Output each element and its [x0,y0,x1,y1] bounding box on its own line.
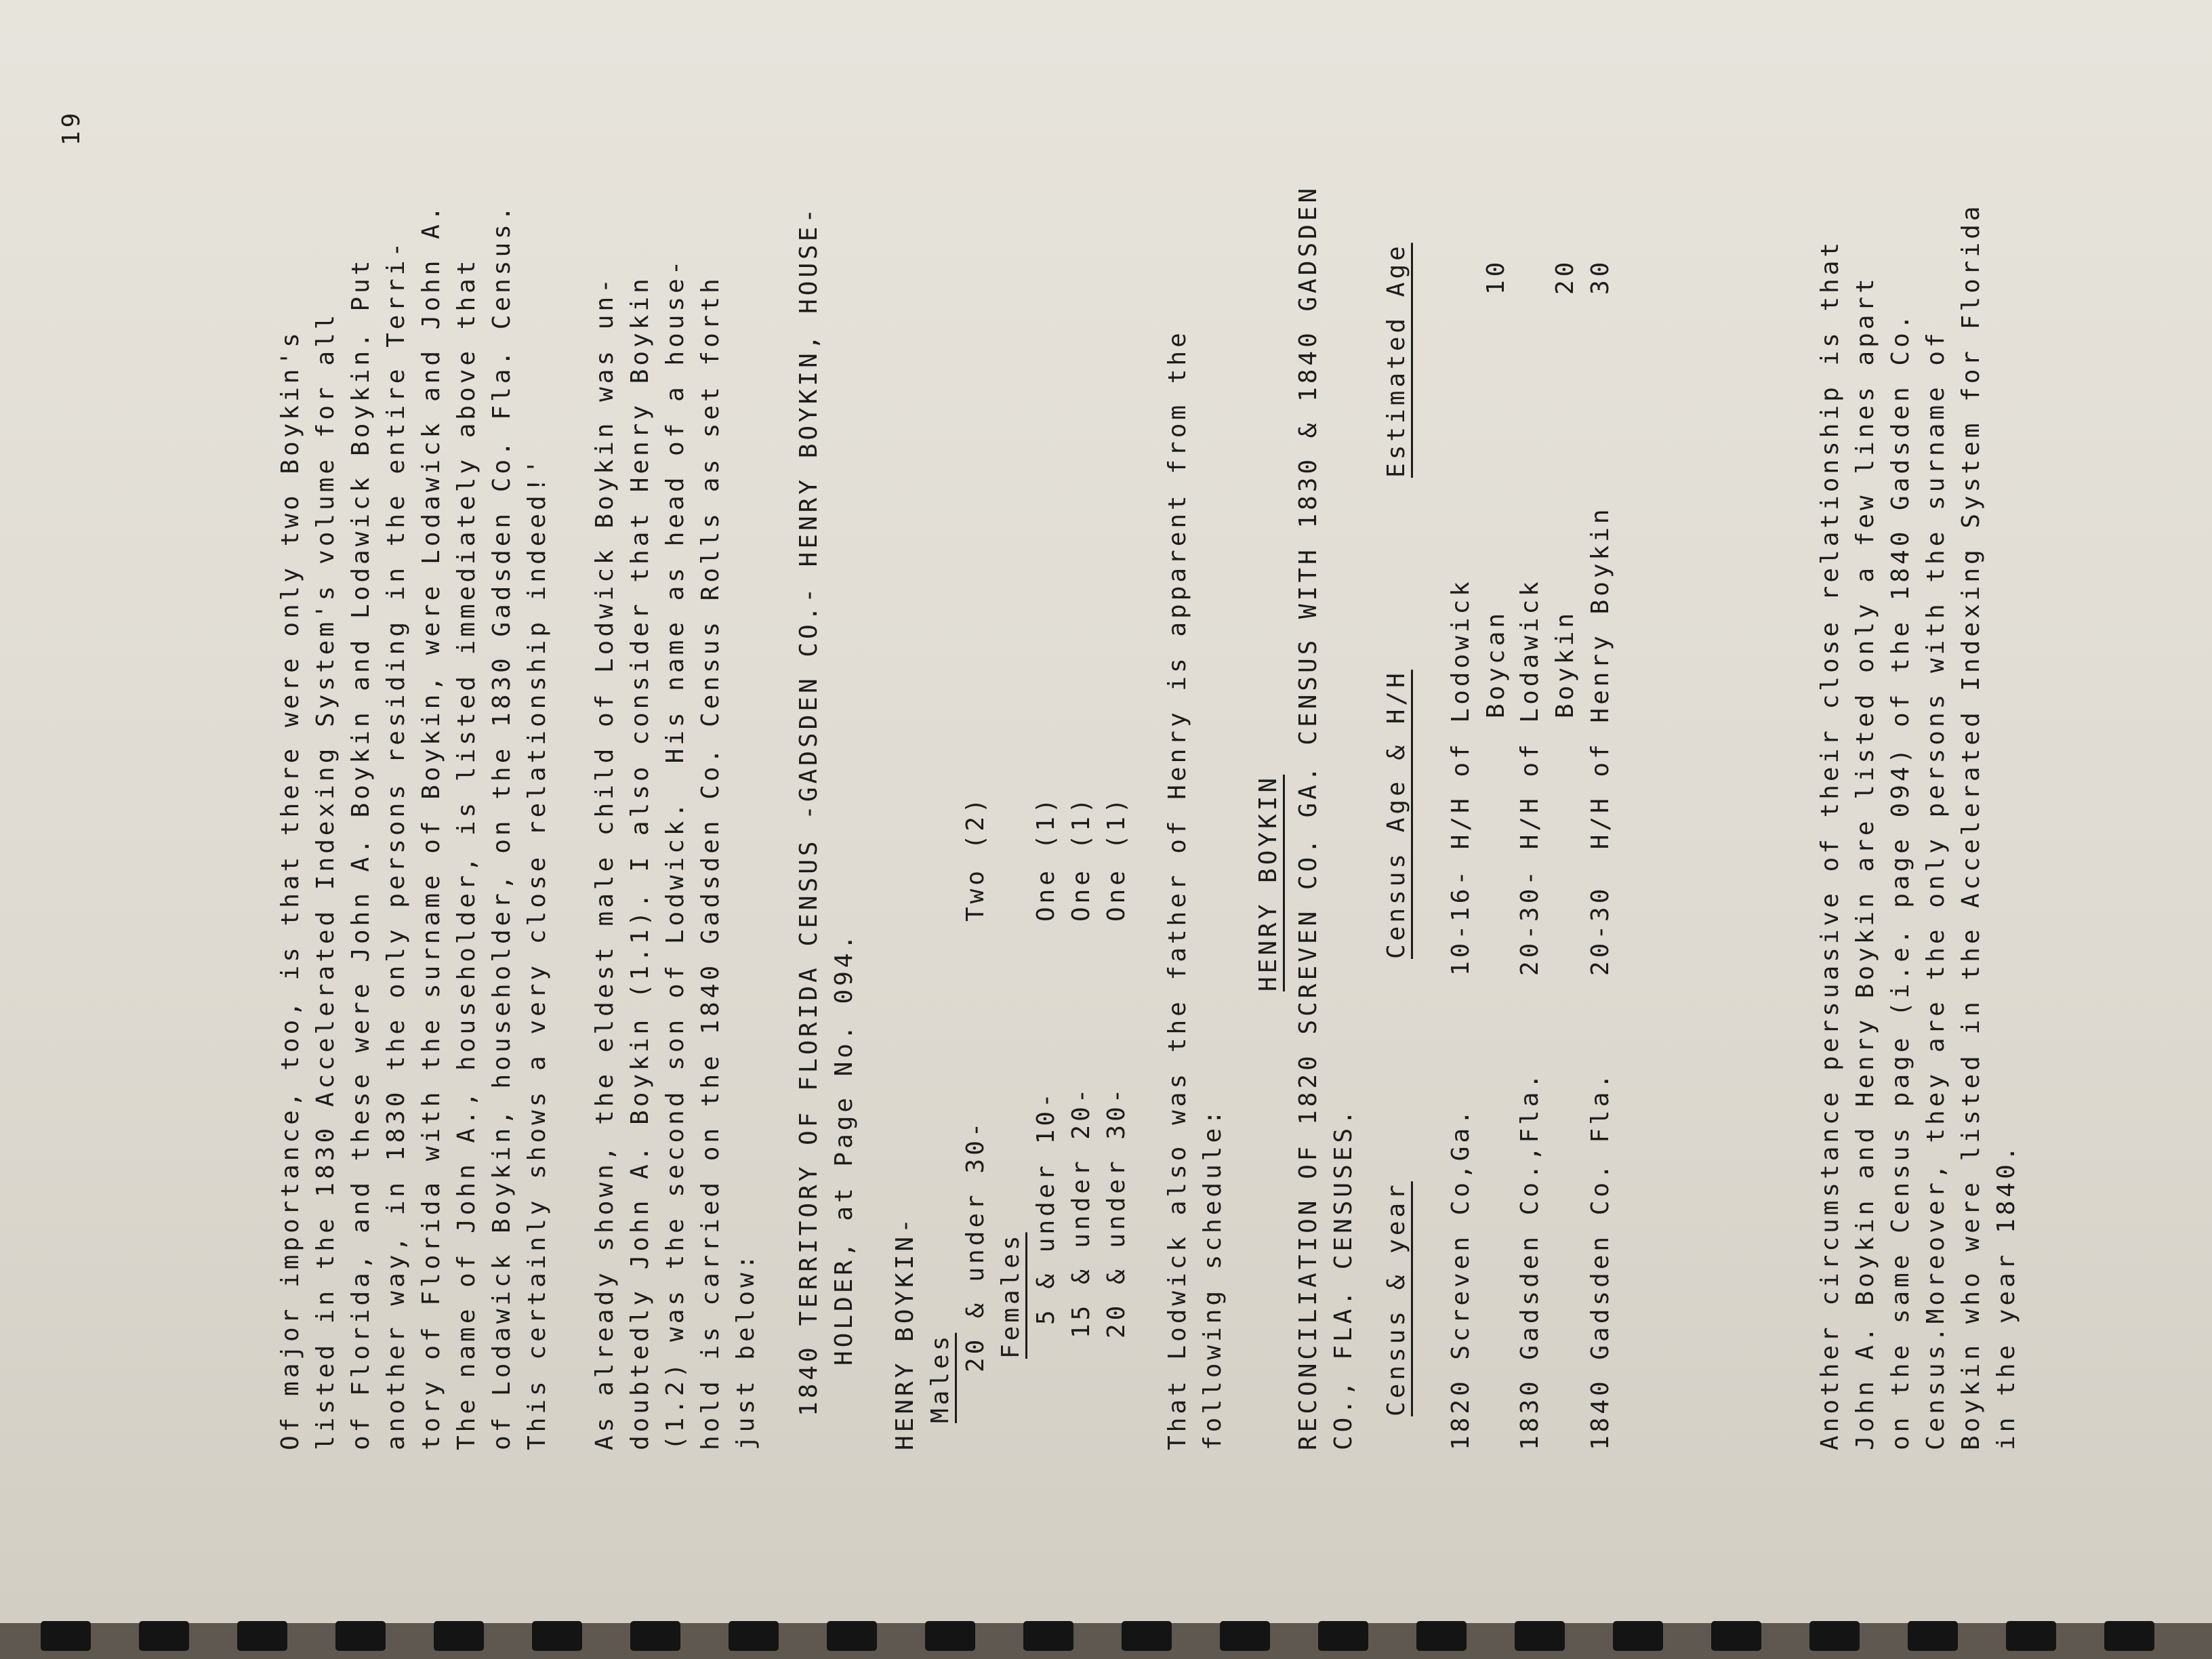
table-cell-age-hh: 20-30 H/H of Henry Boykin [1586,506,1614,976]
binding-ring [1515,1621,1565,1651]
binding-ring [1908,1621,1958,1651]
table-header-census-age: Census Age & H/H [1382,670,1410,959]
age-count: One (1) [1103,795,1130,922]
page-number: 19 [58,109,85,146]
age-count: One (1) [1032,795,1060,922]
binding-ring [1318,1621,1368,1651]
paragraph-line: on the same Census page (i.e. page 094) of the 1840 Gadsden Co. [1887,311,1914,1450]
binding-ring [434,1621,484,1651]
table-cell-census: 1840 Gadsden Co. Fla. [1586,1070,1614,1450]
paragraph-line: following schedule: [1199,1107,1227,1450]
binding-ring [1809,1621,1860,1651]
binding-ring [237,1621,287,1651]
reconciliation-heading: RECONCILIATION OF 1820 SCREVEN CO. GA. CENSUS WITH 1830 & 1840 GADSDEN [1294,184,1322,1450]
table-cell-age-hh: 20-30- H/H of Lodawick [1516,578,1544,976]
males-label: Males [926,1332,954,1423]
paragraph-line: The name of John A., householder, is listed immediately above that [453,257,480,1450]
paragraph-line: of Lodawick Boykin, householder, on the 1830 Gadsden Co. Fla. Census. [488,203,516,1450]
paragraph-line: another way, in 1830 the only persons residing in the entire Terri- [382,239,410,1450]
paragraph-line: hold is carried on the 1840 Gadsden Co. Census Rolls as set forth [697,275,724,1450]
binding-ring [1122,1621,1172,1651]
binding-ring [1220,1621,1270,1651]
paragraph-line: That Lodwick also was the father of Henry is apparent from the [1164,329,1191,1450]
table-cell-age-hh: 10-16- H/H of Lodowick [1447,578,1475,976]
census-heading: 1840 TERRITORY OF FLORIDA CENSUS -GADSDEN CO.- HENRY BOYKIN, HOUSE- [795,205,823,1416]
binding-ring [532,1621,582,1651]
paragraph-line: Boykin who were listed in the Accelerated Indexing System for Florida [1957,203,1985,1450]
table-cell-census: 1830 Gadsden Co.,Fla. [1516,1070,1544,1450]
females-label: Females [997,1232,1025,1359]
table-cell-age-hh: Boykin [1551,609,1579,718]
table-cell-estimated: 10 [1482,258,1510,295]
paragraph-line: Census.Moreover, they are the only persons with the surname of [1922,329,1950,1450]
reconciliation-heading: CO., FLA. CENSUSES. [1330,1107,1357,1450]
binding-ring [729,1621,779,1651]
binding-ring [2006,1621,2056,1651]
paragraph-line: listed in the 1830 Accelerated Indexing System's volume for all [312,311,340,1450]
binding-ring [827,1621,877,1651]
household-name: HENRY BOYKIN- [891,1215,919,1450]
table-cell-estimated: 30 [1586,258,1614,295]
table-cell-estimated: 20 [1551,258,1579,295]
paragraph-line: John A. Boykin and Henry Boykin are listed only a few lines apart [1851,275,1879,1450]
age-range: 20 & under 30- [1103,1085,1130,1338]
binding-ring [1023,1621,1073,1651]
age-range: 20 & under 30- [962,1119,989,1372]
paragraph-line: As already shown, the eldest male child of Lodwick Boykin was un- [591,275,619,1450]
paragraph-line: (1.2) was the second son of Lodwick. His name as head of a house- [661,257,689,1450]
paragraph-line: doubtedly John A. Boykin (1.1). I also consider that Henry Boykin [626,275,654,1450]
table-header-census: Census & year [1382,1181,1410,1416]
paragraph-line: Another circumstance persuasive of their close relationship is that [1816,239,1844,1450]
age-count: One (1) [1067,795,1095,922]
paragraph-line: tory of Florida with the surname of Boykin, were Lodawick and John A. [417,203,445,1450]
binding-ring [1613,1621,1663,1651]
binding-ring [139,1621,189,1651]
section-title: HENRY BOYKIN [1254,774,1282,991]
age-count: Two (2) [962,795,989,922]
age-range: 15 & under 20- [1067,1085,1095,1338]
binding-ring [335,1621,386,1651]
age-range: 5 & under 10- [1032,1090,1060,1325]
binding-ring [630,1621,680,1651]
paragraph-line: in the year 1840. [1992,1143,2020,1450]
table-header-estimated-age: Estimated Age [1382,243,1410,478]
binding-ring [925,1621,975,1651]
paragraph-line: Of major importance, too, is that there were only two Boykin's [276,329,304,1450]
binding-ring [1711,1621,1761,1651]
table-cell-age-hh: Boycan [1482,609,1510,718]
table-cell-census: 1820 Screven Co,Ga. [1447,1107,1475,1450]
census-heading: HOLDER, at Page No. 094. [830,931,858,1366]
paragraph-line: of Florida, and these were John A. Boykin and Lodawick Boykin. Put [347,257,375,1450]
paragraph-line: just below: [732,1251,760,1450]
binding-ring [2104,1621,2154,1651]
paragraph-line: This certainly shows a very close relationship indeed!' [523,455,551,1450]
binding-ring [1416,1621,1467,1651]
binding-ring [41,1621,91,1651]
